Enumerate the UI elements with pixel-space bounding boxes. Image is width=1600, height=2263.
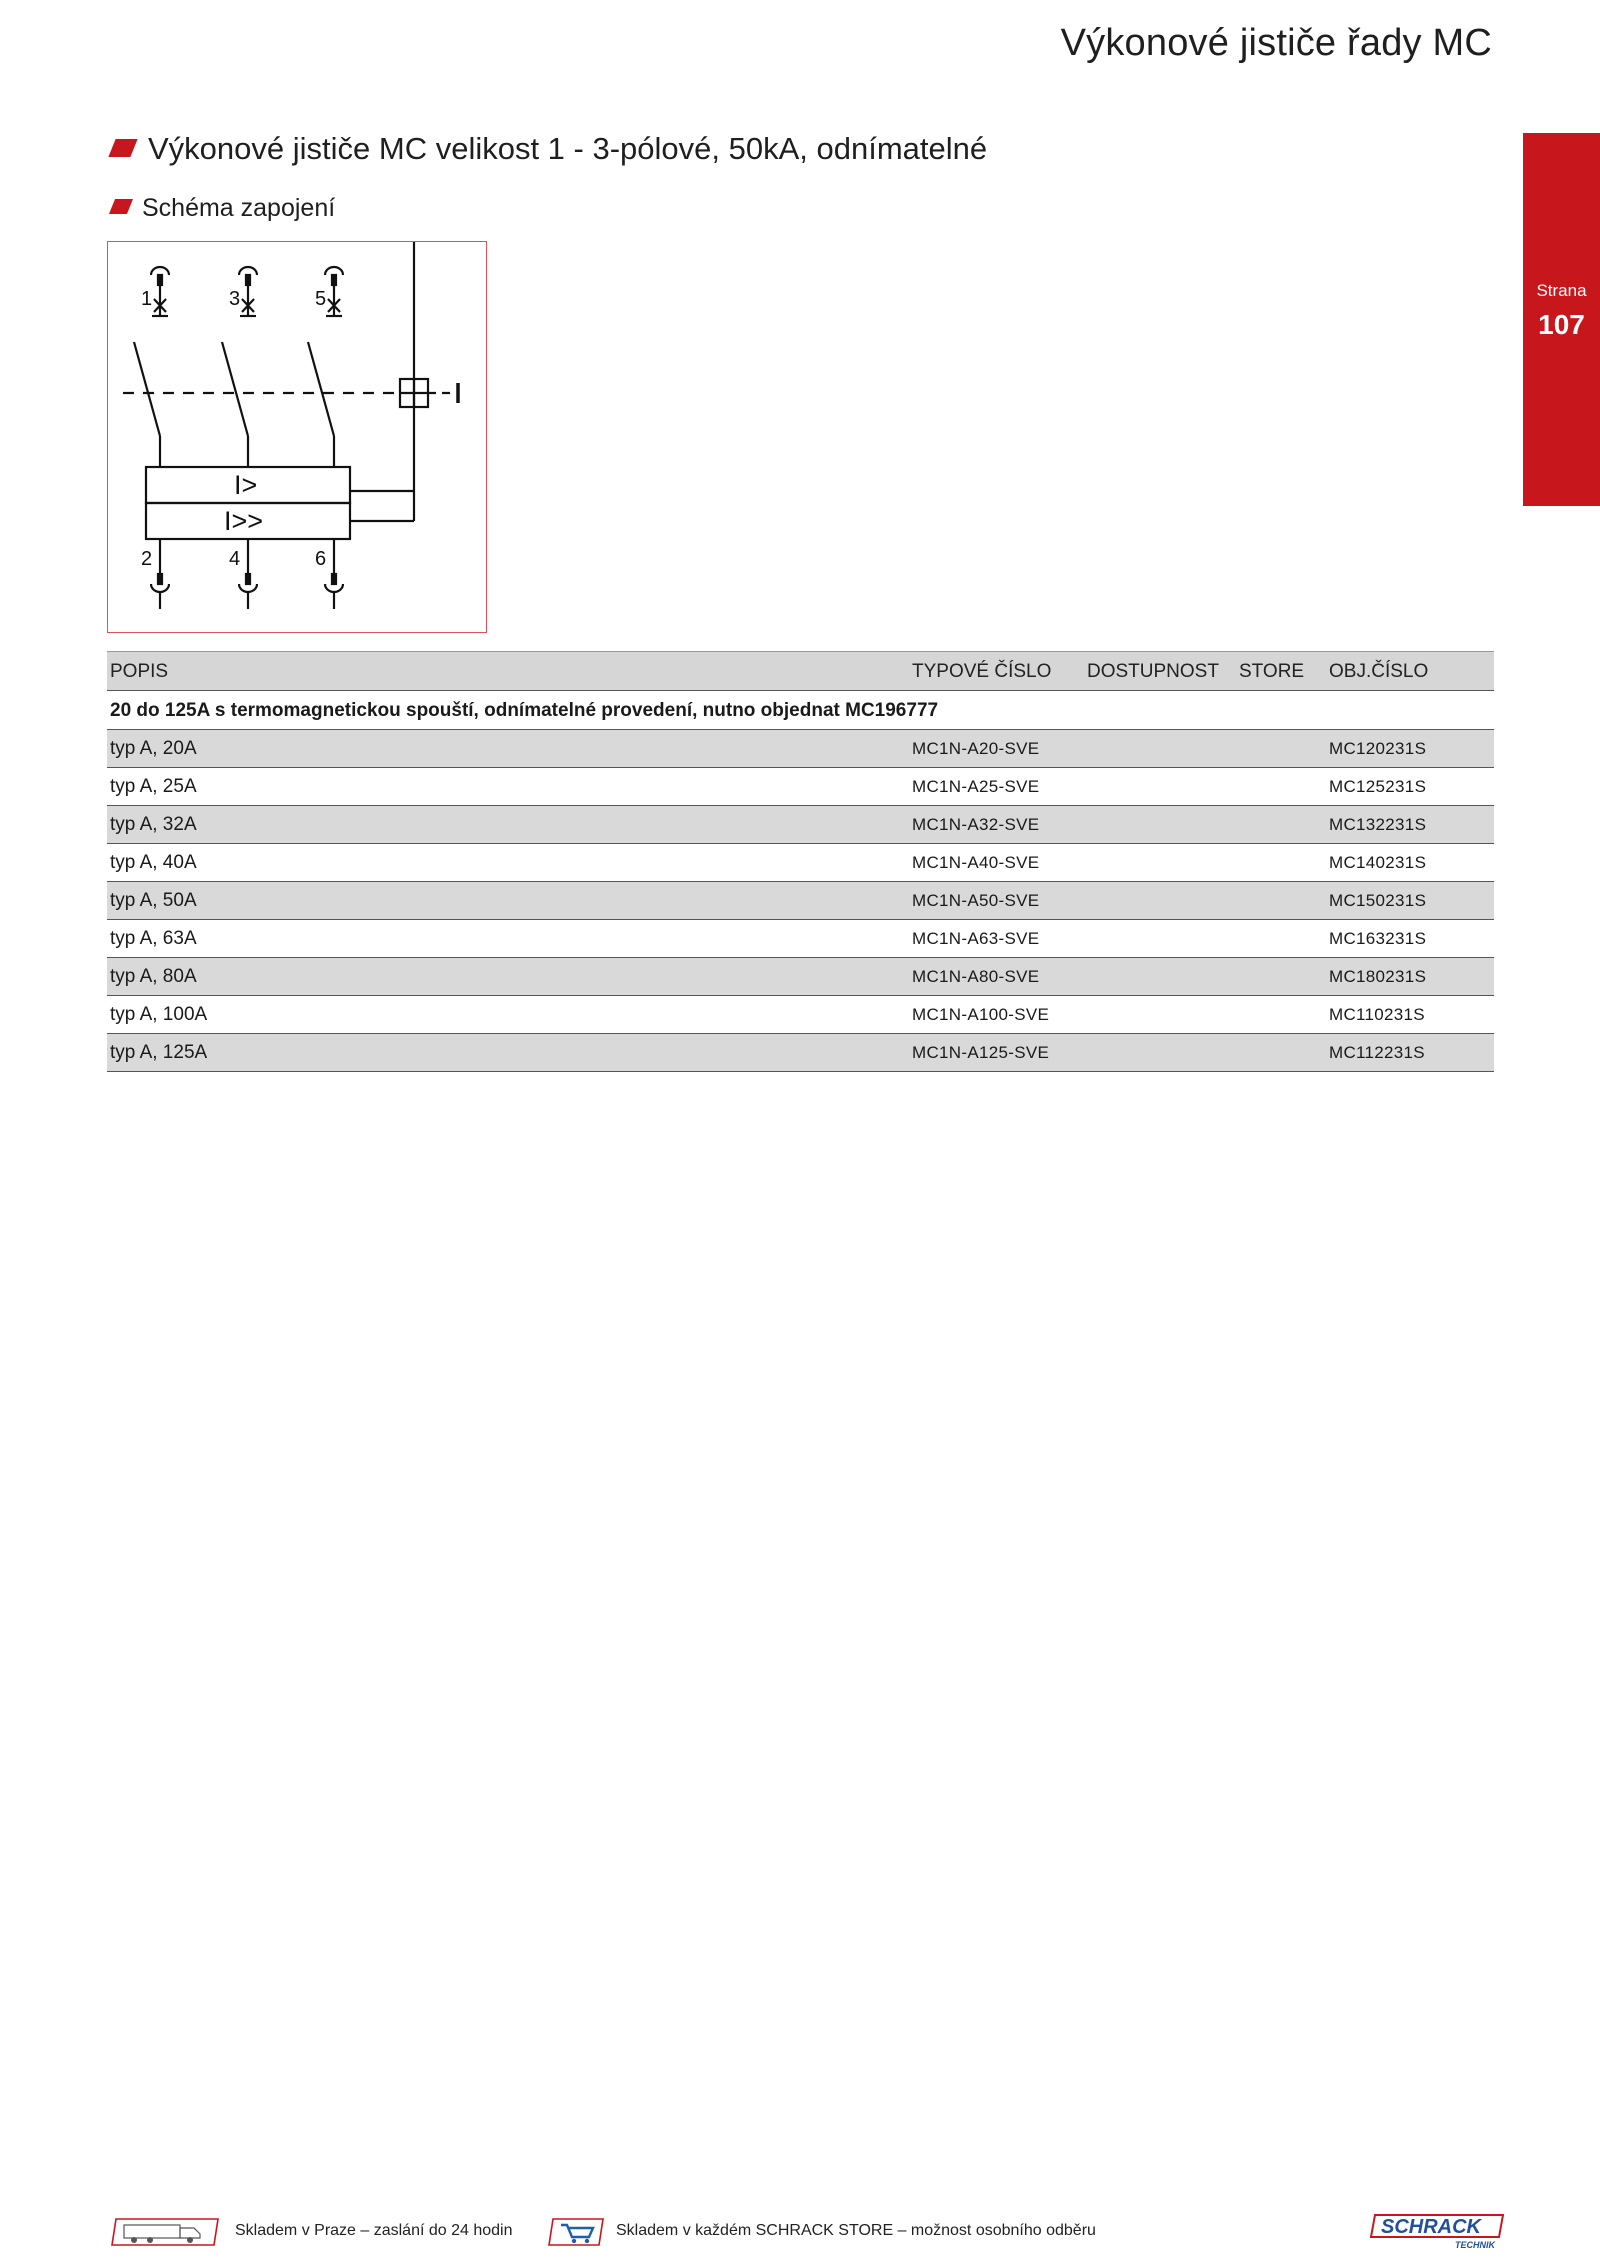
header-popis: POPIS (110, 661, 169, 682)
bottom-terminal-6 (315, 539, 343, 609)
section-subtitle-text: Schéma zapojení (142, 194, 336, 222)
table-row (107, 844, 1494, 882)
cell-obj-cislo: MC180231S (1329, 967, 1427, 986)
cell-popis: typ A, 20A (110, 738, 197, 759)
wiring-diagram-svg (108, 242, 488, 634)
group-title: 20 do 125A s termomagnetickou spouští, odnímatelné provedení, nutno objednat MC196777 (110, 700, 939, 721)
top-terminal-3 (229, 267, 257, 316)
cell-obj-cislo: MC112231S (1329, 1043, 1425, 1062)
terminal-label-3: 3 (229, 288, 241, 310)
page-tab-label: Strana (1536, 281, 1587, 300)
section-subtitle (112, 194, 335, 223)
bottom-terminal-2 (141, 539, 169, 609)
cell-popis: typ A, 40A (110, 852, 197, 873)
page-footer (0, 2200, 1600, 2260)
table-header (107, 651, 1494, 691)
cell-typove-cislo: MC1N-A63-SVE (912, 929, 1040, 948)
cell-obj-cislo: MC150231S (1329, 891, 1427, 910)
cell-obj-cislo: MC120231S (1329, 739, 1427, 758)
cell-popis: typ A, 63A (110, 928, 197, 949)
header-dostupnost: DOSTUPNOST (1087, 661, 1219, 682)
cell-typove-cislo: MC1N-A125-SVE (912, 1043, 1050, 1062)
page-title: Výkonové jističe řady MC (1060, 22, 1492, 64)
table-row (107, 882, 1494, 920)
cell-popis: typ A, 32A (110, 814, 197, 835)
top-terminal-5 (315, 267, 343, 316)
shopping-cart-icon (547, 2215, 605, 2249)
table-row (107, 1034, 1494, 1072)
cell-obj-cislo: MC163231S (1329, 929, 1427, 948)
cell-typove-cislo: MC1N-A20-SVE (912, 739, 1040, 758)
cell-obj-cislo: MC110231S (1329, 1005, 1425, 1024)
shortcircuit-trip-label: I>> (224, 506, 264, 536)
footer-stock-store: Skladem v každém SCHRACK STORE – možnost osobního odběru (616, 2222, 1096, 2239)
header-typove-cislo: TYPOVÉ ČÍSLO (912, 661, 1052, 682)
cell-typove-cislo: MC1N-A50-SVE (912, 891, 1040, 910)
terminal-label-4: 4 (229, 548, 241, 570)
section-title (112, 131, 987, 167)
schrack-logo (1365, 2211, 1505, 2255)
truck-icon (110, 2215, 222, 2249)
table-row (107, 806, 1494, 844)
cell-typove-cislo: MC1N-A80-SVE (912, 967, 1040, 986)
wiring-diagram (107, 241, 487, 633)
trip-units (146, 467, 414, 539)
cell-obj-cislo: MC132231S (1329, 815, 1427, 834)
cell-obj-cislo: MC140231S (1329, 853, 1427, 872)
test-button-symbol (400, 242, 458, 491)
logo-sub: TECHNIK (1455, 2240, 1495, 2250)
logo-wordmark: SCHRACK (1381, 2216, 1481, 2238)
page-tab (1523, 133, 1600, 506)
cell-obj-cislo: MC125231S (1329, 777, 1427, 796)
table-group-row (107, 691, 1494, 730)
subsection-marker-icon (109, 199, 133, 214)
table-row (107, 958, 1494, 996)
footer-stock-prague: Skladem v Praze – zaslání do 24 hodin (235, 2222, 513, 2239)
cell-popis: typ A, 25A (110, 776, 197, 797)
table-row (107, 730, 1494, 768)
cell-popis: typ A, 100A (110, 1004, 208, 1025)
header-obj-cislo: OBJ.ČÍSLO (1329, 661, 1429, 682)
section-marker-icon (108, 139, 137, 157)
section-title-text: Výkonové jističe MC velikost 1 - 3-pólové, 50kA, odnímatelné (148, 131, 988, 166)
bottom-terminal-4 (229, 539, 257, 609)
cell-popis: typ A, 125A (110, 1042, 208, 1063)
page-number: 107 (1538, 309, 1585, 340)
overload-trip-label: I> (234, 470, 258, 500)
terminal-label-2: 2 (141, 548, 153, 570)
cell-typove-cislo: MC1N-A40-SVE (912, 853, 1040, 872)
terminal-label-5: 5 (315, 288, 327, 310)
switch-contacts (134, 342, 334, 466)
cell-typove-cislo: MC1N-A100-SVE (912, 1005, 1050, 1024)
cell-popis: typ A, 80A (110, 966, 197, 987)
product-table (107, 651, 1494, 1072)
header-store: STORE (1239, 661, 1305, 682)
table-row (107, 920, 1494, 958)
cell-popis: typ A, 50A (110, 890, 197, 911)
terminal-label-1: 1 (141, 288, 153, 310)
top-terminal-1 (141, 267, 169, 316)
terminal-label-6: 6 (315, 548, 327, 570)
cell-typove-cislo: MC1N-A32-SVE (912, 815, 1040, 834)
table-row (107, 768, 1494, 806)
cell-typove-cislo: MC1N-A25-SVE (912, 777, 1040, 796)
table-row (107, 996, 1494, 1034)
